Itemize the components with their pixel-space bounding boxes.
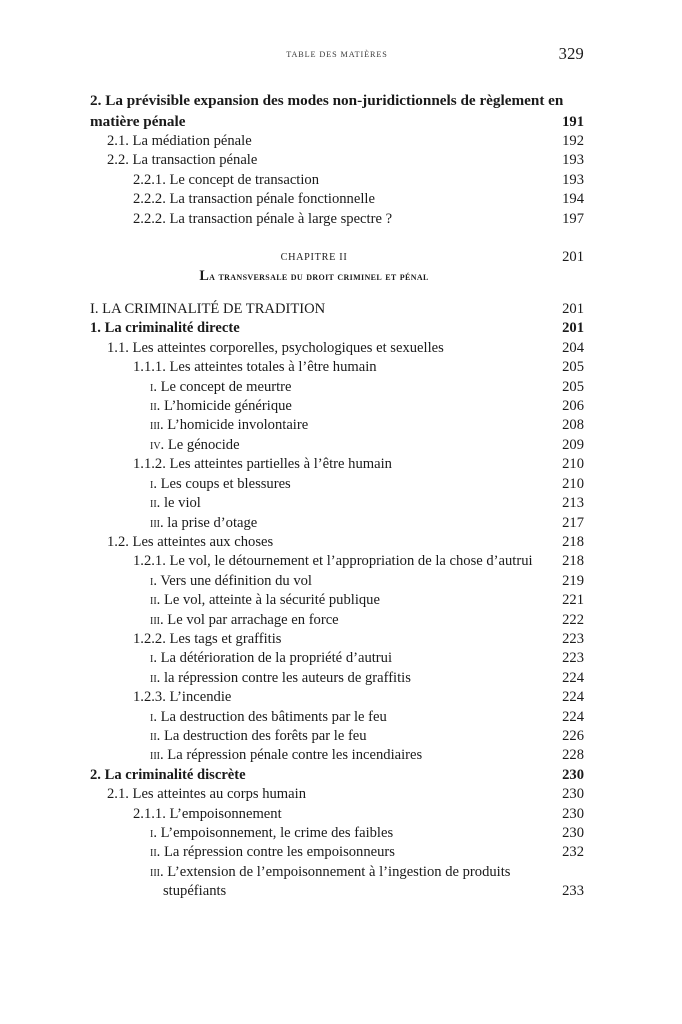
toc-entry-numeral: i. xyxy=(150,825,157,841)
table-of-contents xyxy=(90,91,584,902)
toc-entry[interactable] xyxy=(90,514,584,533)
toc-entry-label xyxy=(90,843,584,862)
toc-entry-label xyxy=(90,669,584,688)
toc-entry-page: 204 xyxy=(562,339,584,356)
toc-entry[interactable] xyxy=(90,591,584,610)
toc-entry[interactable] xyxy=(90,727,584,746)
toc-entry-page: 226 xyxy=(562,727,584,744)
toc-entry-numeral: ii. xyxy=(150,592,161,609)
toc-entry[interactable] xyxy=(90,708,584,727)
toc-entry[interactable] xyxy=(90,378,584,397)
toc-entry-text: le viol xyxy=(163,495,201,512)
toc-entry-page: 218 xyxy=(562,533,584,550)
toc-entry-page: 194 xyxy=(562,191,584,208)
running-head xyxy=(90,44,584,68)
toc-entry-text: L’homicide involontaire xyxy=(167,417,309,434)
toc-entry-label xyxy=(90,572,584,591)
toc-entry-text: Vers une définition du vol xyxy=(160,572,312,589)
toc-entry-numeral: iii. xyxy=(150,747,164,764)
toc-entry-page: 192 xyxy=(562,133,584,149)
toc-entry[interactable] xyxy=(90,552,584,571)
toc-entry-label xyxy=(90,824,584,843)
toc-entry-text: La détérioration de la propriété d’autrui xyxy=(160,650,393,667)
chapter-heading-block[interactable] xyxy=(90,248,584,287)
toc-entry[interactable] xyxy=(90,436,584,455)
toc-entry-page: 205 xyxy=(562,359,584,376)
toc-entry[interactable] xyxy=(90,171,584,190)
toc-entry-label xyxy=(90,378,584,397)
toc-entry-page: 217 xyxy=(562,514,584,531)
chapter-title xyxy=(90,267,584,287)
toc-entry[interactable] xyxy=(90,824,584,843)
toc-entry-label xyxy=(90,746,584,765)
chapter-number-line xyxy=(90,248,584,267)
page-folio: 329 xyxy=(558,44,584,63)
toc-entry-numeral: i. xyxy=(150,475,157,492)
toc-entry-text: La répression contre les empoisonneurs xyxy=(163,844,395,861)
toc-entry-label xyxy=(90,397,584,416)
toc-entry-page: 230 xyxy=(562,786,584,803)
toc-entry-text: L’extension de l’empoisonnement à l’ingestion de produits xyxy=(167,863,511,880)
toc-entry-page: 210 xyxy=(562,475,584,492)
toc-entry-numeral: iii. xyxy=(150,417,164,434)
toc-entry[interactable] xyxy=(90,766,584,785)
toc-entry-page: 193 xyxy=(562,152,584,169)
toc-entry[interactable] xyxy=(90,746,584,765)
toc-entry-text: La destruction des bâtiments par le feu xyxy=(160,708,387,725)
toc-entry-numeral: i. xyxy=(150,378,157,395)
toc-entry[interactable] xyxy=(90,319,584,338)
toc-entry[interactable] xyxy=(90,455,584,474)
toc-entry-label: 1.2.2. Les tags et graffitis xyxy=(133,630,282,647)
toc-entry[interactable] xyxy=(90,210,584,229)
chapter-title-rest: a transversale du droit criminel et pénal xyxy=(209,271,429,284)
toc-entry-label: 1.1.1. Les atteintes totales à l’être humain xyxy=(133,359,377,376)
toc-entry-label xyxy=(90,514,584,533)
toc-entry-label: 2.2. La transaction pénale xyxy=(107,152,258,169)
toc-entry-page: 208 xyxy=(562,417,584,434)
toc-entry-page: 197 xyxy=(562,210,584,227)
toc-entry-label: 2. La prévisible expansion des modes non-juridictionnels de règlement en matière pénale xyxy=(90,92,564,130)
toc-entry-label: 2.2.2. La transaction pénale fonctionnelle xyxy=(133,191,375,208)
toc-entry-label: 1.2. Les atteintes aux choses xyxy=(107,533,274,550)
toc-entry-page: 230 xyxy=(562,766,584,783)
toc-entry[interactable] xyxy=(90,416,584,435)
toc-entry-page: 213 xyxy=(562,495,584,512)
toc-entry-label xyxy=(90,591,584,610)
toc-entry-label: 2.1.1. L’empoisonnement xyxy=(133,805,282,822)
toc-entry-label: 1. La criminalité directe xyxy=(90,320,240,337)
toc-entry-label: 1.1. Les atteintes corporelles, psychologiques et sexuelles xyxy=(107,339,444,356)
toc-entry-page: 223 xyxy=(562,650,584,667)
toc-entry-label: 1.2.1. Le vol, le détournement et l’appropriation de la chose d’autrui xyxy=(133,553,533,570)
chapter-number-label: CHAPITRE II xyxy=(280,252,348,264)
toc-entry[interactable] xyxy=(90,863,584,902)
toc-entry-page: 219 xyxy=(562,572,584,589)
toc-entry-text: la répression contre les auteurs de graffitis xyxy=(163,669,411,686)
toc-entry-label xyxy=(90,649,584,668)
toc-entry-numeral: ii. xyxy=(150,398,161,415)
toc-entry[interactable] xyxy=(90,649,584,668)
toc-entry-text: L’empoisonnement, le crime des faibles xyxy=(160,825,394,841)
toc-entry[interactable] xyxy=(90,494,584,513)
toc-entry-page: 191 xyxy=(562,113,584,130)
toc-entry-numeral: ii. xyxy=(150,844,161,861)
toc-entry-page: 210 xyxy=(562,456,584,473)
toc-entry-numeral: i. xyxy=(150,708,157,725)
toc-entry-label xyxy=(90,863,584,902)
toc-entry-label: 1.2.3. L’incendie xyxy=(133,689,232,706)
toc-entry-label xyxy=(90,436,584,455)
toc-entry[interactable] xyxy=(90,785,584,804)
toc-entry-page: 201 xyxy=(562,301,584,318)
toc-entry-page: 228 xyxy=(562,747,584,764)
toc-entry-label: 2.2.2. La transaction pénale à large spectre ? xyxy=(133,210,393,227)
toc-entry[interactable] xyxy=(90,688,584,707)
toc-entry-numeral: i. xyxy=(150,572,157,589)
toc-entry-heading[interactable] xyxy=(90,91,584,132)
toc-entry-text: la prise d’otage xyxy=(167,514,258,531)
toc-entry[interactable] xyxy=(90,843,584,862)
toc-entry[interactable] xyxy=(90,611,584,630)
toc-entry-label: 2.1. La médiation pénale xyxy=(107,133,252,149)
toc-entry[interactable] xyxy=(90,669,584,688)
toc-entry[interactable] xyxy=(90,190,584,209)
toc-entry-numeral: iii. xyxy=(150,611,164,628)
toc-entry-text: Les coups et blessures xyxy=(160,475,291,492)
toc-entry-label xyxy=(90,727,584,746)
toc-entry-page: 221 xyxy=(562,592,584,609)
toc-entry-numeral: iii. xyxy=(150,863,164,880)
toc-entry-label: 2.1. Les atteintes au corps humain xyxy=(107,786,306,803)
running-head-title: TABLE DES MATIÈRES xyxy=(286,50,388,59)
toc-entry-page: 224 xyxy=(562,669,584,686)
toc-entry-numeral: i. xyxy=(150,650,157,667)
toc-entry-page: 232 xyxy=(562,844,584,861)
toc-entry-numeral: ii. xyxy=(150,669,161,686)
toc-entry-label xyxy=(90,416,584,435)
toc-entry-label: 2. La criminalité discrète xyxy=(90,766,246,783)
toc-entry[interactable] xyxy=(90,339,584,358)
toc-entry-text: La répression pénale contre les incendiaires xyxy=(167,747,423,764)
toc-entry-text: Le concept de meurtre xyxy=(160,378,292,395)
toc-entry-page: 222 xyxy=(562,611,584,628)
toc-entry-label xyxy=(90,475,584,494)
toc-entry-page: 233 xyxy=(562,883,584,900)
toc-entry-label: 2.2.1. Le concept de transaction xyxy=(133,171,319,188)
toc-entry-text: L’homicide générique xyxy=(163,398,292,415)
chapter-page: 201 xyxy=(562,249,584,266)
toc-entry-numeral: iv. xyxy=(150,436,165,453)
chapter-title-initial: L xyxy=(199,268,210,285)
toc-entry-page: 223 xyxy=(562,630,584,647)
toc-entry-label xyxy=(90,611,584,630)
toc-entry-label: 1.1.2. Les atteintes partielles à l’être humain xyxy=(133,456,392,473)
toc-entry-page: 230 xyxy=(562,805,584,822)
toc-entry-page: 193 xyxy=(562,171,584,188)
toc-entry[interactable] xyxy=(90,475,584,494)
toc-entry-page: 218 xyxy=(562,553,584,570)
toc-entry[interactable] xyxy=(90,358,584,377)
toc-entry[interactable] xyxy=(90,572,584,591)
toc-entry[interactable] xyxy=(90,533,584,552)
toc-entry-page: 224 xyxy=(562,689,584,706)
toc-entry-text: Le vol par arrachage en force xyxy=(167,611,339,628)
toc-entry-numeral: ii. xyxy=(150,727,161,744)
toc-entry-page: 201 xyxy=(562,320,584,337)
toc-entry-text-continued: stupéfiants xyxy=(163,883,227,900)
toc-entry-label xyxy=(90,494,584,513)
toc-entry-text: La destruction des forêts par le feu xyxy=(163,727,367,744)
toc-entry-label xyxy=(90,708,584,727)
toc-entry-numeral: iii. xyxy=(150,514,164,531)
toc-entry[interactable] xyxy=(90,805,584,824)
toc-entry-page: 224 xyxy=(562,708,584,725)
toc-entry[interactable] xyxy=(90,397,584,416)
toc-entry[interactable] xyxy=(90,132,584,151)
toc-entry[interactable] xyxy=(90,630,584,649)
toc-entry[interactable] xyxy=(90,151,584,170)
toc-entry-page: 209 xyxy=(562,436,584,453)
toc-entry-page: 206 xyxy=(562,398,584,415)
toc-entry-section[interactable] xyxy=(90,300,584,319)
toc-entry-text: Le vol, atteinte à la sécurité publique xyxy=(163,592,380,609)
toc-entry-label: I. LA CRIMINALITÉ DE TRADITION xyxy=(90,301,326,318)
toc-entry-numeral: ii. xyxy=(150,495,161,512)
toc-entry-text: Le génocide xyxy=(167,436,240,453)
toc-entry-page: 230 xyxy=(562,825,584,841)
toc-entry-page: 205 xyxy=(562,378,584,395)
